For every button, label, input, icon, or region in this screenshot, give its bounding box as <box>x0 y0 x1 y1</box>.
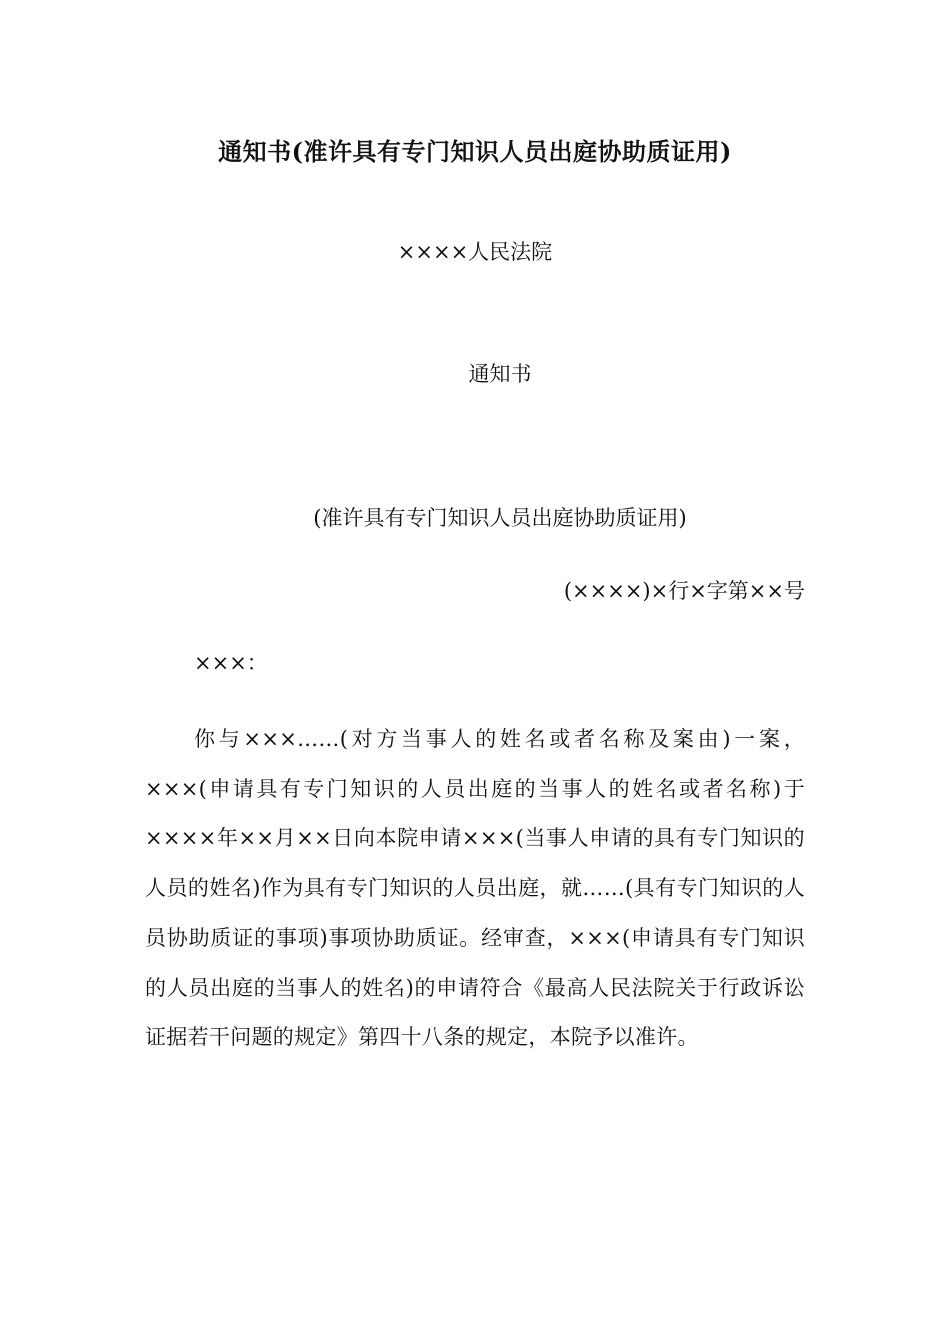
addressee: ×××： <box>194 651 268 675</box>
document-main-title: 通知书(准许具有专门知识人员出庭协助质证用) <box>218 137 732 166</box>
court-name: ××××人民法院 <box>397 240 553 264</box>
body-paragraph: 你与×××……(对方当事人的姓名或者名称及案由)一案，×××(申请具有专门知识的人员出庭的当事人的姓名或者名称)于××××年××月××日向本院申请×××(当事人申请的具有专门知识的人员的姓名)作为具有专门知识的人员出庭，就……(具有专门知识的人员协助质证的事项)事项协助质证。经审查，×××(申请具有专门知识的人员出庭的当事人的姓名)的申请符合《最高人民法院关于行政诉讼证据若干问题的规定》第四十八条的规定，本院予以准许。 <box>145 727 805 1050</box>
document-subtitle: (准许具有专门知识人员出庭协助质证用) <box>313 506 687 530</box>
case-number: (××××)×行×字第××号 <box>563 579 805 603</box>
document-type-heading: 通知书 <box>468 362 532 386</box>
